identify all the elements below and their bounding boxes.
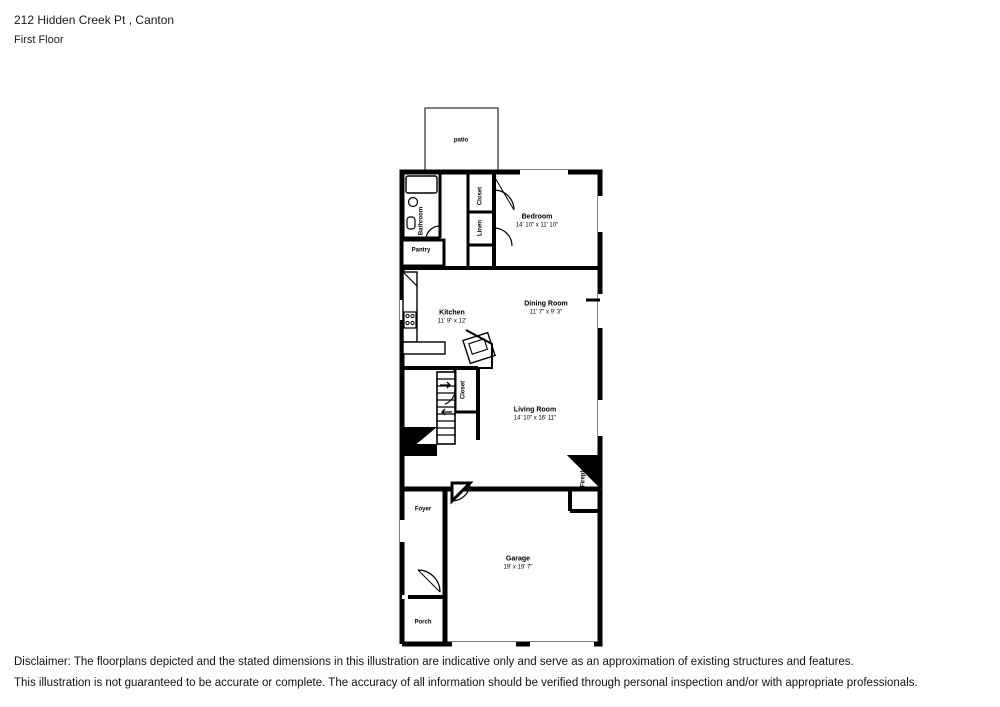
room-label-linen (477, 220, 486, 236)
room-name: Pantry (411, 247, 431, 254)
room-label-pantry (412, 247, 431, 256)
room-name: Fireplace (580, 460, 587, 488)
room-label-foyer (415, 506, 431, 515)
room-label-porch (414, 619, 431, 628)
room-label-fireplace (580, 461, 589, 487)
window-top-1 (520, 170, 568, 175)
kitchen-counter-bottom (403, 342, 445, 354)
room-dimensions: 11' 9" x 12' (437, 318, 467, 325)
kitchen-counter-left (403, 272, 417, 342)
room-name: patio (453, 137, 469, 144)
room-dimensions: 14' 10" x 16' 11" (513, 415, 557, 422)
room-name: Dining Room (524, 300, 568, 308)
room-name: Kitchen (439, 309, 465, 317)
room-name: Closet (477, 186, 484, 206)
room-name: Bathroom (418, 206, 425, 236)
room-label-dining (524, 300, 568, 317)
property-address: 212 Hidden Creek Pt , Canton (14, 13, 175, 27)
room-name: Living Room (513, 406, 557, 414)
room-dimensions: 19' x 19' 7" (503, 564, 533, 571)
room-label-bathroom (418, 207, 427, 235)
disclaimer-line-2: This illustration is not guaranteed to be accurate or complete. The accuracy of all information should be verified through personal inspection and/or with appropriate professionals. (14, 677, 918, 689)
bathroom-sink (409, 198, 418, 207)
room-label-garage (503, 555, 532, 572)
room-label-closet_mid (460, 381, 469, 399)
stair-foot-wall (402, 444, 437, 456)
bathtub (406, 176, 437, 193)
room-dimensions: 11' 7" x 9' 3" (529, 309, 563, 316)
toilet (407, 217, 415, 229)
room-name: Garage (505, 555, 531, 563)
staircase (437, 372, 455, 444)
floorplan-geometry (400, 108, 603, 647)
room-label-closet_top (477, 187, 486, 205)
room-label-living (514, 406, 556, 423)
disclaimer (14, 652, 974, 694)
room-label-kitchen (438, 309, 467, 326)
garage-door-opening (452, 642, 516, 647)
floor-label: First Floor (14, 34, 64, 46)
window-right-1 (598, 196, 603, 232)
room-name: Linen (477, 220, 484, 236)
window-left-2 (400, 520, 405, 542)
room-name: Bedroom (521, 213, 553, 221)
disclaimer-line-1: Disclaimer: The floorplans depicted and the stated dimensions in this illustration are indicative only and serve as an approximation of existing structures and features. (14, 656, 854, 668)
porch-gap (402, 595, 408, 599)
garage-door-opening-2 (530, 642, 594, 647)
room-label-patio (454, 137, 468, 146)
room-name: Closet (460, 380, 467, 400)
window-right-3 (598, 400, 603, 436)
room-label-bedroom (516, 213, 558, 230)
room-dimensions: 14' 10" x 11' 10" (515, 222, 559, 229)
room-name: Porch (414, 619, 432, 626)
room-name: Foyer (414, 506, 432, 513)
kitchen-range (404, 312, 416, 328)
